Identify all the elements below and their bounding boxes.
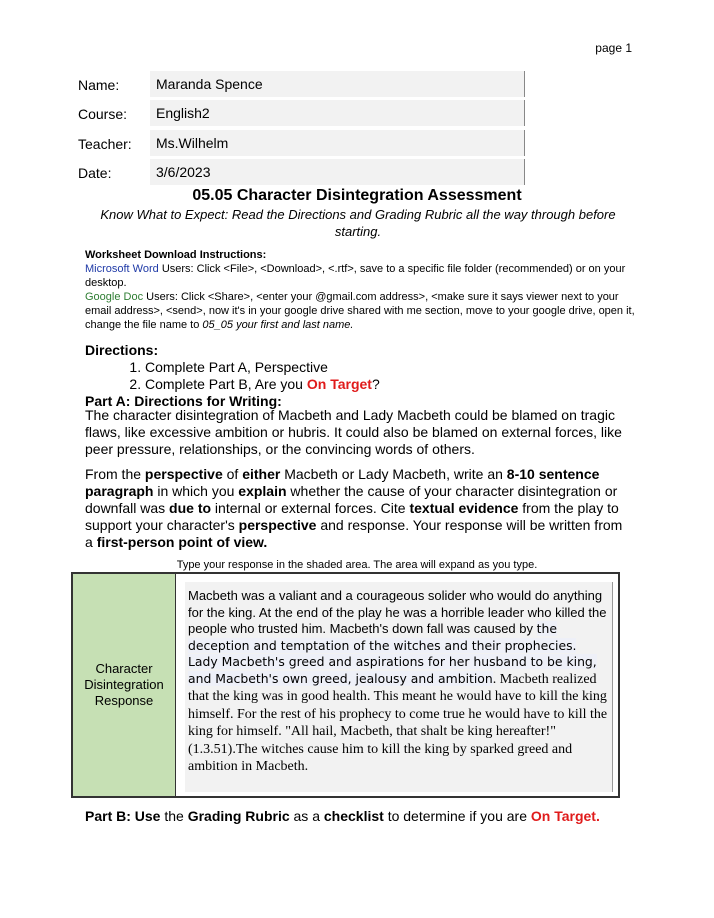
ms-instructions (85, 262, 635, 290)
worksheet-instructions (85, 248, 635, 332)
p2-bold: either (242, 466, 281, 482)
partA-paragraph-2 (85, 466, 633, 551)
teacher-field[interactable]: Ms.Wilhelm (150, 130, 525, 156)
checklist-text: checklist (323, 808, 384, 824)
ms-text: Users: Click <File>, <Download>, <.rtf>, save to a specific file folder (recommended) or on your desktop. (85, 263, 626, 289)
p2-seg: from the play to support your character's (85, 500, 619, 533)
response-textarea[interactable] (185, 582, 613, 792)
gd-instructions (85, 290, 635, 332)
p2-seg: of (222, 466, 243, 482)
date-label: Date: (78, 165, 112, 181)
p2-seg: Macbeth or Lady Macbeth, write an (280, 466, 507, 482)
p2-bold: textual evidence (409, 500, 519, 516)
direction-item-2-end: ? (371, 376, 380, 392)
response-text-3: . Macbeth realized that the king was in good health. This meant he would have to kill the king himself. For the rest of his prophecy to come true he would have to kill the king for himself. "All hail, Macbeth, that shalt be king hereafter!" (1.3.51).The witches cause him to kill the king by sparked greed and ambition in Macbeth. (188, 671, 608, 774)
directions-heading: Directions: (85, 342, 159, 358)
partB-text: the (160, 808, 188, 824)
p2-bold: perspective (238, 517, 317, 533)
type-hint: Type your response in the shaded area. The area will expand as you type. (176, 559, 538, 571)
direction-item-1: 1. Complete Part A, Perspective (145, 359, 635, 376)
on-target-text: On Target. (530, 808, 600, 824)
partB-text: as a (289, 808, 324, 824)
partA-paragraph-1: The character disintegration of Macbeth and Lady Macbeth could be blamed on tragic flaws, like excessive ambition or hubris. It could also be blamed on external forces, like peer pressure, relationships, or the convincing words of others. (85, 407, 622, 457)
teacher-label: Teacher: (78, 136, 132, 152)
page-title: 05.05 Character Disintegration Assessment (192, 187, 522, 204)
gd-text: Users: Click <Share>, <enter your @gmail.com address>, <make sure it says viewer next to your email address>, <send>, now it's in your google drive shared with me section, move to your google drive, open it, change the file name to (85, 291, 635, 331)
name-label: Name: (78, 77, 120, 93)
course-label: Course: (78, 106, 128, 122)
page-subtitle: Know What to Expect: Read the Directions and Grading Rubric all the way through before starting. (100, 207, 616, 239)
name-field[interactable]: Maranda Spence (150, 71, 525, 97)
response-label (73, 574, 176, 796)
p2-seg: and response. Your response will be written from a (85, 517, 623, 550)
date-field[interactable]: 3/6/2023 (150, 159, 525, 185)
response-label-text: Character Disintegration Response (84, 661, 164, 708)
directions (85, 342, 635, 410)
response-text-1: Macbeth was a valiant and a courageous solider who would do anything for the king. At the end of the play he was a horrible leader who killed the people who trusted him. Macbeth's down fall was caused by (188, 588, 607, 636)
course-field[interactable]: English2 (150, 100, 525, 126)
partA-heading: Part A: Directions for Writing: (85, 393, 282, 409)
partB-heading: Part B: Use (85, 808, 161, 824)
partB-line (85, 808, 600, 824)
direction-item-2-text: Complete Part B, Are you (145, 376, 307, 392)
gd-label: Google Doc (85, 291, 144, 303)
p2-bold: first-person point of view. (96, 534, 268, 550)
page-number: page 1 (595, 41, 632, 55)
p2-seg: whether the cause of your character disintegration or downfall was (85, 483, 618, 516)
response-text-2: the deception and temptation of the witches and their prophecies. Lady Macbeth's greed and aspirations for her husband to be king, and Macbeth's own greed, jealousy and ambition (188, 621, 597, 686)
p2-bold: 8-10 sentence paragraph (85, 466, 600, 499)
p2-seg: in which you (153, 483, 239, 499)
on-target-text: On Target (306, 376, 372, 392)
p2-seg: internal or external forces. Cite (211, 500, 410, 516)
p2-bold: due to (169, 500, 212, 516)
response-table (71, 572, 620, 798)
partB-text: to determine if you are (383, 808, 531, 824)
p2-bold: explain (238, 483, 287, 499)
direction-item-2 (145, 376, 635, 393)
p2-seg: From the (85, 466, 145, 482)
grading-rubric-text: Grading Rubric (187, 808, 290, 824)
p2-bold: perspective (144, 466, 223, 482)
gd-filename: 05_05 your first and last name. (202, 319, 354, 331)
worksheet-heading: Worksheet Download Instructions: (85, 249, 267, 261)
ms-label: Microsoft Word (85, 263, 159, 275)
